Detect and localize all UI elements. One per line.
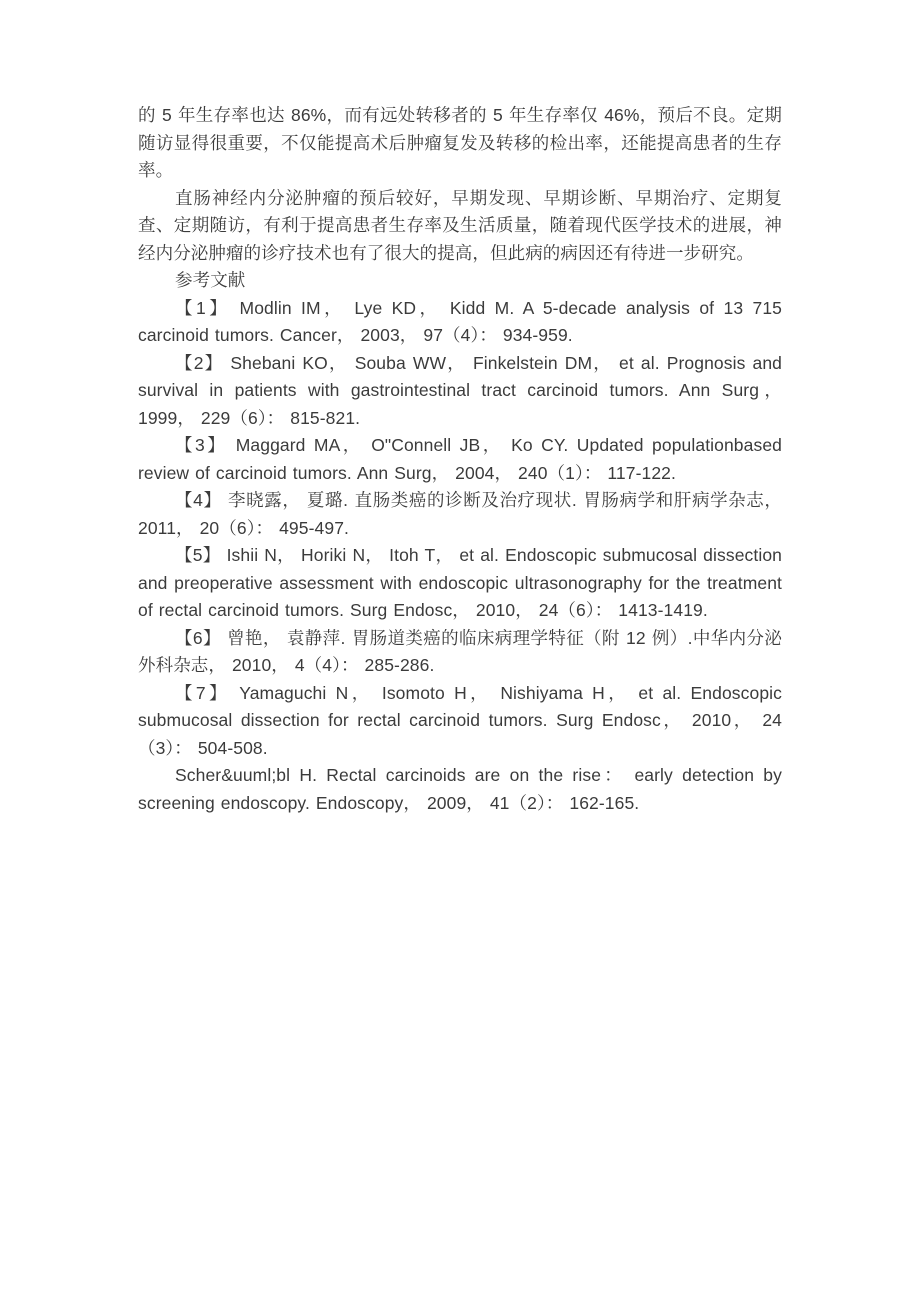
reference-item-7: 【7】 Yamaguchi N， Isomoto H， Nishiyama H， et al. Endoscopic submucosal dissection for rectal carcinoid tumors. Surg Endosc， 2010， 24（3）： 504-508. [138, 682, 782, 758]
reference-item-2: 【2】 Shebani KO， Souba WW， Finkelstein DM， et al. Prognosis and survival in patients with gastrointestinal tract carcinoid tumors. Ann Surg， 1999， 229（6）： 815-821. [138, 352, 782, 428]
reference-item-4: 【4】 李晓露， 夏璐. 直肠类癌的诊断及治疗现状. 胃肠病学和肝病学杂志， 2011， 20（6）： 495-497. [138, 490, 782, 538]
reference-item-1: 【1】 Modlin IM， Lye KD， Kidd M. A 5-decade analysis of 13 715 carcinoid tumors. Cancer， 2003， 97（4）： 934-959. [138, 297, 782, 345]
reference-item-3: 【3】 Maggard MA， O"Connell JB， Ko CY. Updated populationbased review of carcinoid tumors. Ann Surg， 2004， 240（1）： 117-122. [138, 435, 782, 483]
paragraph-survival-rate: 的 5 年生存率也达 86%，而有远处转移者的 5 年生存率仅 46%，预后不良。定期随访显得很重要，不仅能提高术后肿瘤复发及转移的检出率，还能提高患者的生存率。 [138, 105, 782, 180]
reference-item-8: Scher&uuml;bl H. Rectal carcinoids are on the rise： early detection by screening endoscopy. Endoscopy， 2009， 41（2）： 162-165. [138, 765, 782, 813]
references-heading: 参考文献 [175, 270, 246, 290]
reference-item-5: 【5】 Ishii N， Horiki N， Itoh T， et al. Endoscopic submucosal dissection and preoperative assessment with endoscopic ultrasonography for the treatment of rectal carcinoid tumors. Surg Endosc， 2010， 24（6）： 1413-1419. [138, 545, 782, 620]
paragraph-prognosis: 直肠神经内分泌肿瘤的预后较好，早期发现、早期诊断、早期治疗、定期复查、定期随访，有利于提高患者生存率及生活质量，随着现代医学技术的进展，神经内分泌肿瘤的诊疗技术也有了很大的提高，但此病的病因还有待进一步研究。 [138, 187, 782, 263]
reference-item-6: 【6】 曾艳， 袁静萍. 胃肠道类癌的临床病理学特征（附 12 例）.中华内分泌外科杂志， 2010， 4（4）： 285-286. [138, 627, 782, 675]
